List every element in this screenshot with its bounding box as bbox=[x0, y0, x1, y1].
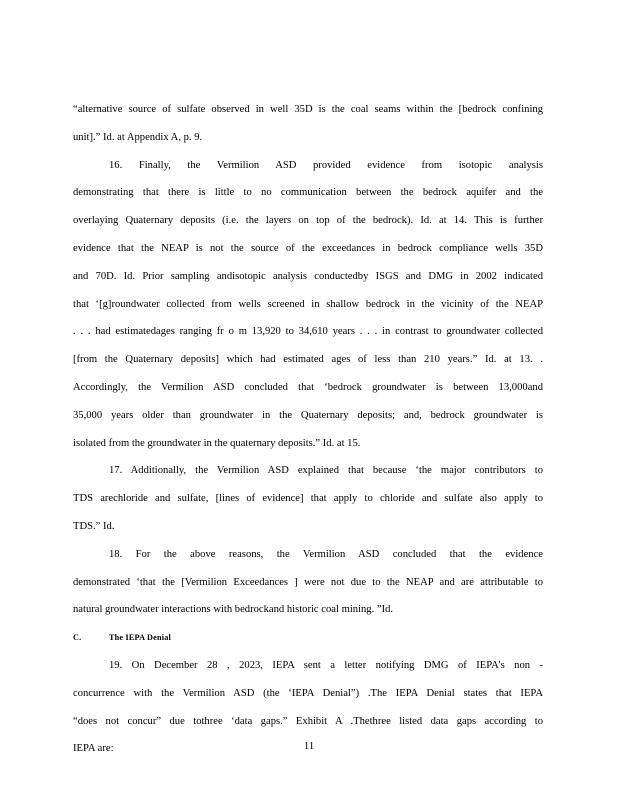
text-line: 17. Additionally, the Vermilion ASD explained that because ‘the major contributors to bbox=[109, 465, 543, 477]
text-line: natural groundwater interactions with bedrockand historic coal mining. ”Id. bbox=[73, 604, 394, 616]
text-line: unit].” Id. at Appendix A, p. 9. bbox=[73, 131, 203, 143]
text-line: 18. For the above reasons, the Vermilion ASD concluded that the evidence bbox=[109, 548, 543, 560]
section-heading-letter: C. bbox=[73, 633, 82, 643]
section-heading bbox=[73, 624, 543, 652]
text-line: Accordingly, the Vermilion ASD concluded that ‘bedrock groundwater is between 13,000and bbox=[73, 381, 543, 393]
text-line: “alternative source of sulfate observed in well 35D is the coal seams within the [bedrock confining bbox=[73, 104, 543, 115]
text-line: 35,000 years older than groundwater in the Quaternary deposits; and, bedrock groundwater is bbox=[73, 409, 543, 421]
text-line: TDS.” Id. bbox=[73, 520, 115, 532]
page-number: 11 bbox=[303, 740, 315, 752]
text-line: concurrence with the Vermilion ASD (the ‘IEPA Denial”) .The IEPA Denial states that IEPA bbox=[73, 687, 543, 699]
text-line: “does not concur” due tothree ‘data gaps.” Exhibit A .Thethree listed data gaps according to bbox=[73, 715, 543, 727]
text-line: overlaying Quaternary deposits (i.e. the layers on top of the bedrock). Id. at 14. This is further bbox=[73, 215, 543, 227]
text-line: 16. Finally, the Vermilion ASD provided evidence from isotopic analysis bbox=[109, 159, 543, 171]
text-line: [from the Quaternary deposits] which had estimated ages of less than 210 years.” Id. at 13. . bbox=[73, 354, 543, 366]
text-line: that ‘[g]roundwater collected from wells screened in shallow bedrock in the vicinity of the NEAP bbox=[73, 298, 543, 310]
text-line: 19. On December 28 , 2023, IEPA sent a letter notifying DMG of IEPA’s non - bbox=[109, 659, 543, 671]
text-line: demonstrated ‘that the [Vermilion Exceedances ] were not due to the NEAP and are attributable to bbox=[73, 576, 543, 588]
text-line: IEPA are: bbox=[73, 743, 114, 755]
text-line: . . . had estimatedages ranging fr o m 13,920 to 34,610 years . . . in contrast to groundwater collected bbox=[73, 326, 543, 338]
text-line: isolated from the groundwater in the quaternary deposits.” Id. at 15. bbox=[73, 437, 361, 449]
text-line: demonstrating that there is little to no communication between the bedrock aquifer and the bbox=[73, 187, 543, 199]
text-line: evidence that the NEAP is not the source of the exceedances in bedrock compliance wells 35D bbox=[73, 242, 543, 254]
text-line: and 70D. Id. Prior sampling andisotopic analysis conductedby ISGS and DMG in 2002 indicated bbox=[73, 270, 543, 282]
body-paragraphs bbox=[73, 96, 543, 624]
section-heading-title: The IEPA Denial bbox=[109, 633, 171, 643]
text-line: TDS arechloride and sulfate, [lines of evidence] that apply to chloride and sulfate also apply to bbox=[73, 493, 543, 505]
document-body bbox=[73, 96, 543, 763]
